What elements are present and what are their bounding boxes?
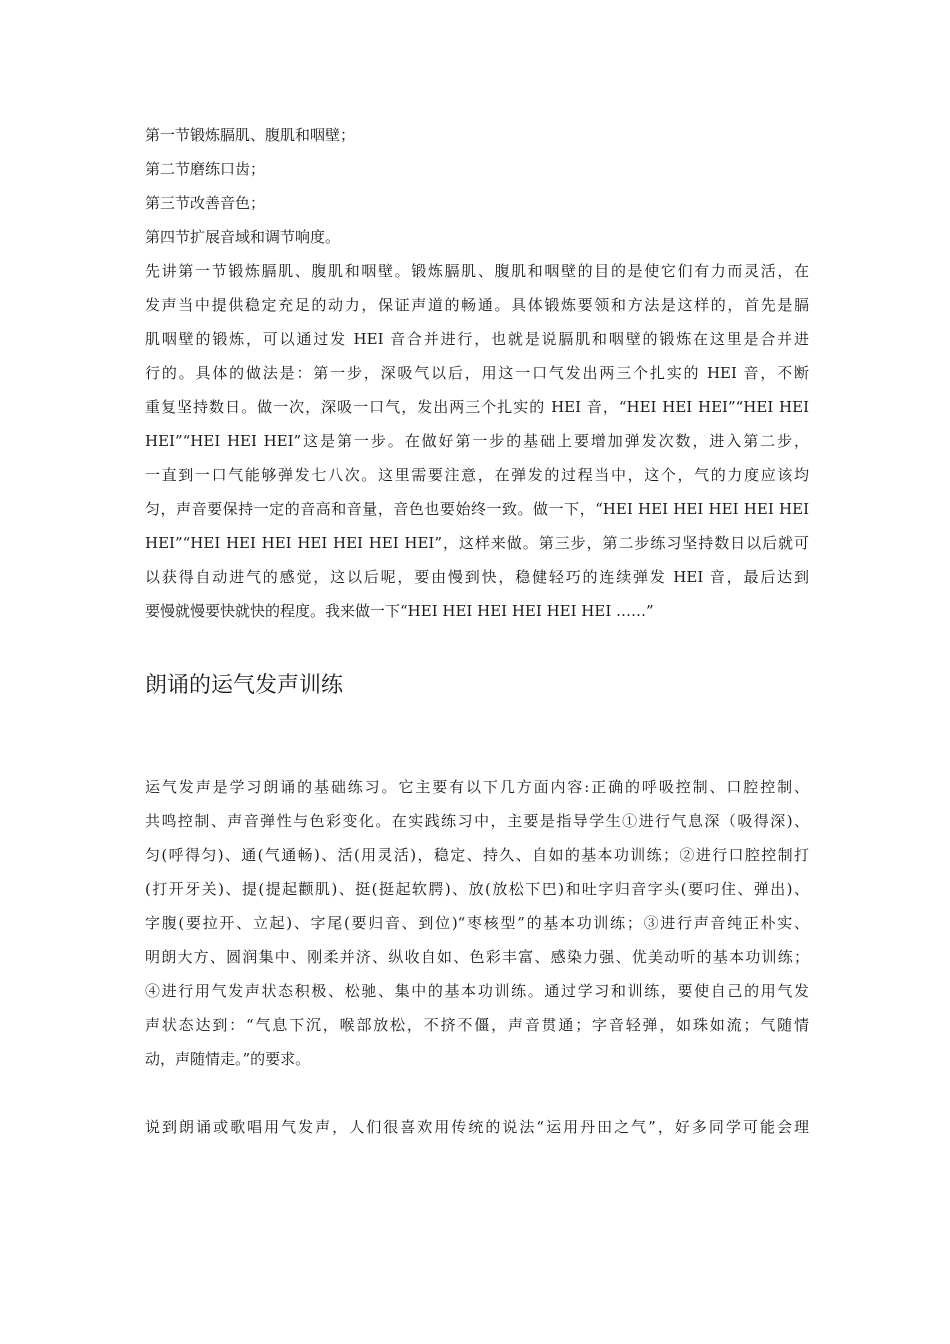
- paragraph-dantian: [145, 1110, 809, 1144]
- outline-item: 第一节锻炼膈肌、腹肌和咽壁；: [145, 126, 356, 144]
- section-outline: [145, 118, 809, 254]
- text-line: 一直到一口气能够弹发七八次。这里需要注意，在弹发的过程当中，这个，气的力度应该均: [145, 466, 809, 484]
- paragraph-recitation-training: [145, 770, 809, 1076]
- text-line: 动，声随情走。”的要求。: [145, 1050, 311, 1068]
- text-line: 共鸣控制、声音弹性与色彩变化。在实践练习中，主要是指导学生①进行气息深（吸得深)、: [145, 812, 809, 830]
- text-line: HEI”“HEI HEI HEI”这是第一步。在做好第一步的基础上要增加弹发次数，进入第二步，: [145, 432, 809, 450]
- text-line: 字腹(要拉开、立起)、字尾(要归音、到位)“枣核型”的基本功训练；③进行声音纯正朴实、: [145, 914, 809, 932]
- text-line: HEI”“HEI HEI HEI HEI HEI HEI HEI”，这样来做。第三步，第二步练习坚持数日以后就可: [145, 534, 809, 552]
- outline-item: 第三节改善音色；: [145, 194, 266, 212]
- text-line: ④进行用气发声状态积极、松驰、集中的基本功训练。通过学习和训练，要使自己的用气发: [145, 982, 809, 1000]
- outline-item: 第二节磨练口齿；: [145, 160, 266, 178]
- text-line: 匀(呼得匀)、通(气通畅)、活(用灵活)，稳定、持久、自如的基本功训练；②进行口腔控制打: [145, 846, 809, 864]
- text-line: 肌咽壁的锻炼，可以通过发 HEI 音合并进行，也就是说膈肌和咽壁的锻炼在这里是合并进: [145, 330, 809, 348]
- outline-item: 第四节扩展音域和调节响度。: [145, 228, 341, 246]
- paragraph-spacer: [145, 1076, 809, 1110]
- document-page: [145, 118, 809, 1144]
- section-title: 朗诵的运气发声训练: [145, 673, 344, 698]
- text-line: 发声当中提供稳定充足的动力，保证声道的畅通。具体锻炼要领和方法是这样的，首先是膈: [145, 296, 809, 314]
- text-line: 匀，声音要保持一定的音高和音量，音色也要始终一致。做一下，“HEI HEI HEI HEI HEI HEI: [145, 500, 809, 518]
- paragraph-breathing-exercise: [145, 254, 809, 628]
- text-line: 先讲第一节锻炼膈肌、腹肌和咽壁。锻炼膈肌、腹肌和咽壁的目的是使它们有力而灵活，在: [145, 262, 809, 280]
- text-line: 行的。具体的做法是：第一步，深吸气以后，用这一口气发出两三个扎实的 HEI 音，不断: [145, 364, 809, 382]
- text-line: 以获得自动进气的感觉，这以后呢，要由慢到快，稳健轻巧的连续弹发 HEI 音，最后达到: [145, 568, 809, 586]
- text-line: 运气发声是学习朗诵的基础练习。它主要有以下几方面内容:正确的呼吸控制、口腔控制、: [145, 778, 809, 796]
- text-line: 明朗大方、圆润集中、刚柔并济、纵收自如、色彩丰富、感染力强、优美动听的基本功训练；: [145, 948, 809, 966]
- text-line: 重复坚持数日。做一次，深吸一口气，发出两三个扎实的 HEI 音，“HEI HEI HEI”“HEI HEI: [145, 398, 809, 416]
- text-line: 要慢就慢要快就快的程度。我来做一下“HEI HEI HEI HEI HEI HEI ……”: [145, 602, 654, 620]
- text-line: 说到朗诵或歌唱用气发声，人们很喜欢用传统的说法“运用丹田之气”，好多同学可能会理: [145, 1118, 809, 1136]
- text-line: (打开牙关)、提(提起颧肌)、挺(挺起软腭)、放(放松下巴)和吐字归音字头(要叼住、弹出)、: [145, 880, 809, 898]
- text-line: 声状态达到：“气息下沉，喉部放松，不挤不僵，声音贯通；字音轻弹，如珠如流；气随情: [145, 1016, 809, 1034]
